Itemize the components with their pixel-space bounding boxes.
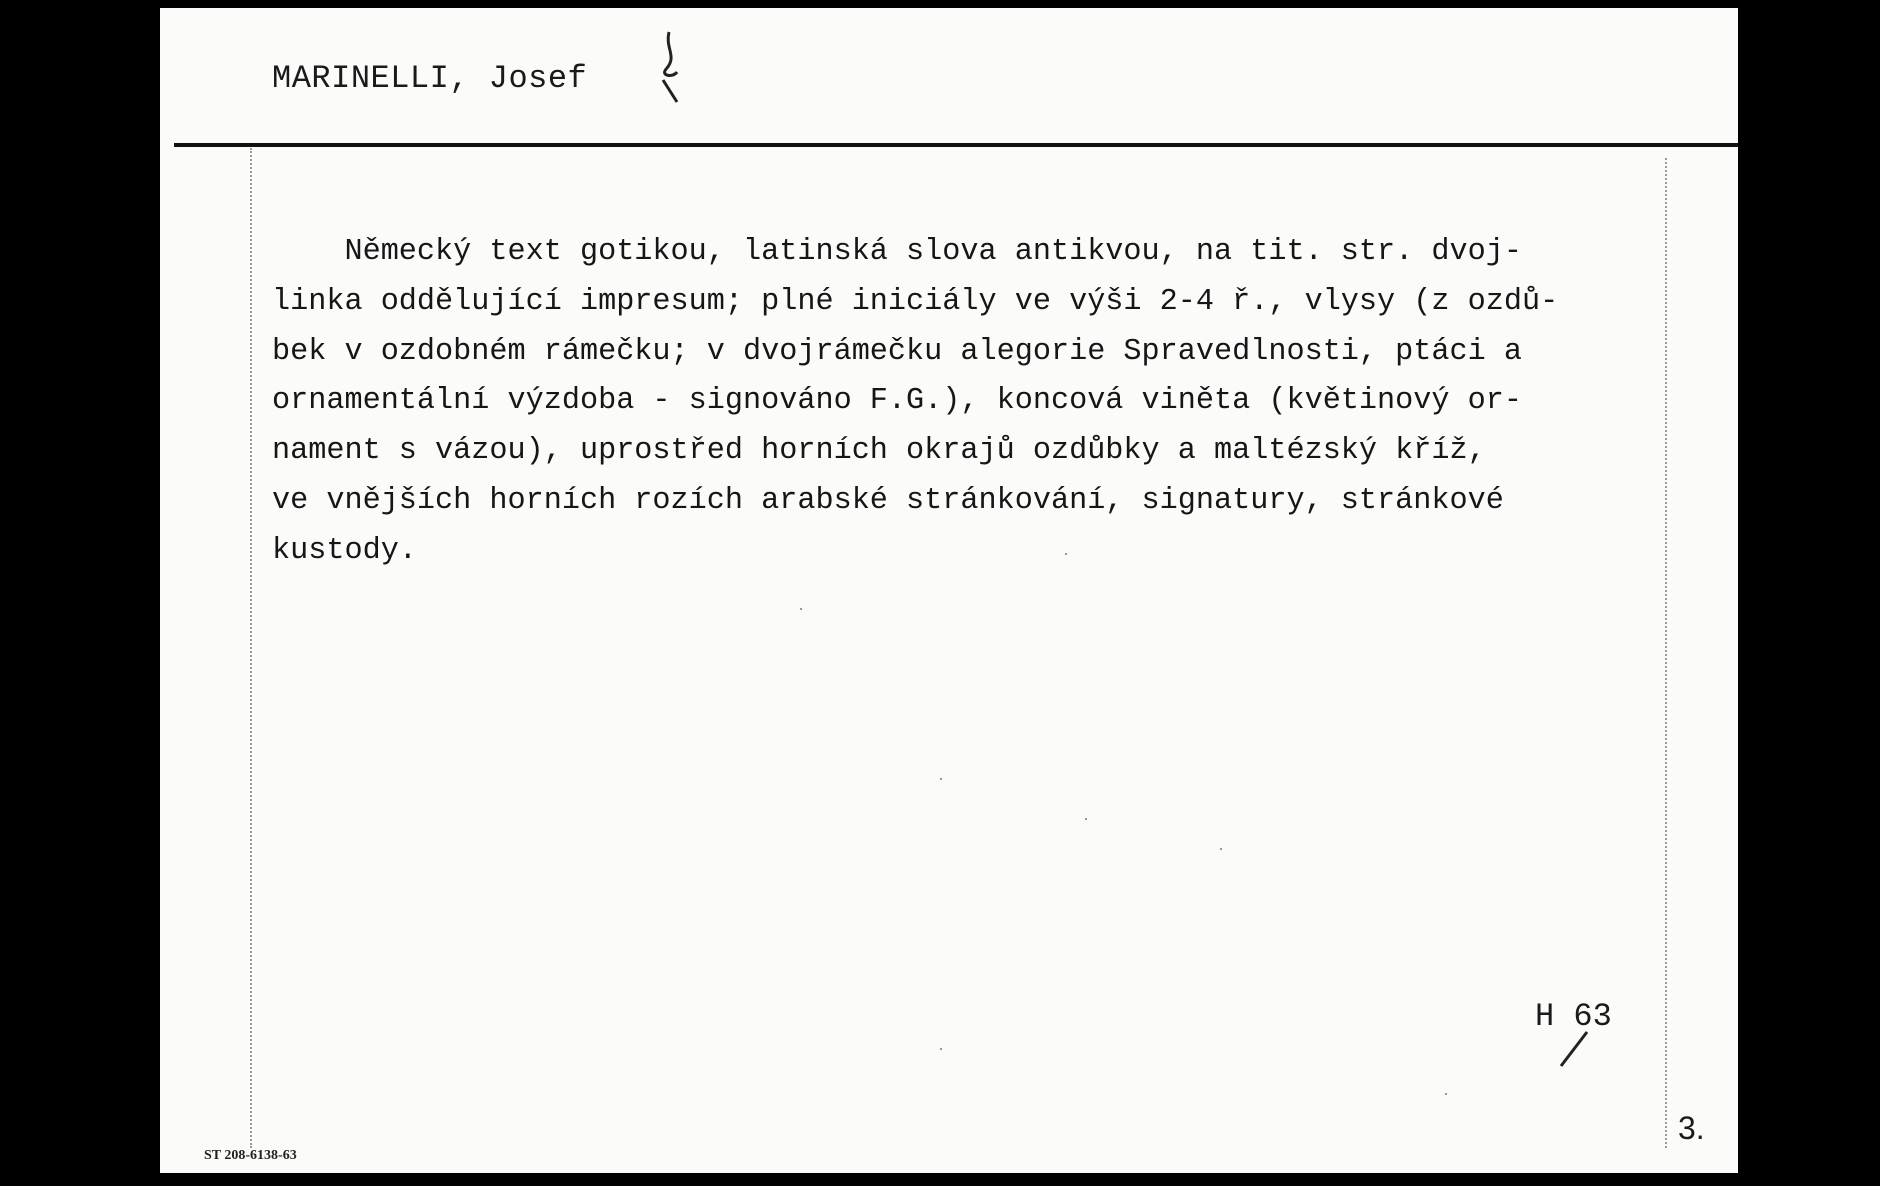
description-line: linka oddělující impresum; plné iniciály ve výši 2-4 ř., vlysy (z ozdů- [272, 284, 1559, 319]
description-line: ornamentální výzdoba - signováno F.G.), koncová viněta (květinový or- [272, 384, 1522, 419]
description-line: Německý text gotikou, latinská slova antikvou, na tit. str. dvoj- [272, 235, 1522, 269]
description-line: kustody. [272, 533, 417, 568]
description-line: nament s vázou), uprostřed horních okrajů ozdůbky a maltézský kříž, [272, 434, 1486, 469]
left-margin-line [250, 148, 252, 1148]
card-heading [272, 60, 587, 97]
catalog-card [160, 8, 1738, 1173]
paper-speck [940, 778, 942, 780]
handwritten-correction-mark [647, 28, 687, 118]
paper-speck [1065, 553, 1067, 555]
paper-speck [1085, 818, 1087, 820]
paper-speck [800, 608, 802, 610]
form-code: ST 208-6138-63 [204, 1148, 297, 1163]
paper-speck [940, 1048, 942, 1050]
description-text [272, 228, 1677, 577]
handwritten-slash-mark [1553, 1028, 1593, 1068]
description-line: bek v ozdobném rámečku; v dvojrámečku alegorie Spravedlnosti, ptáci a [272, 334, 1522, 369]
description-line: ve vnějších horních rozích arabské stránkování, signatury, stránkové [272, 483, 1504, 518]
shelfmark-text: H 63 [1535, 998, 1612, 1035]
corner-mark: 3. [1678, 1110, 1705, 1146]
heading-rule [174, 143, 1738, 147]
shelfmark [1535, 998, 1612, 1035]
heading-text: MARINELLI, Josef [272, 60, 588, 97]
paper-speck [1445, 1093, 1447, 1095]
paper-speck [1220, 848, 1222, 850]
